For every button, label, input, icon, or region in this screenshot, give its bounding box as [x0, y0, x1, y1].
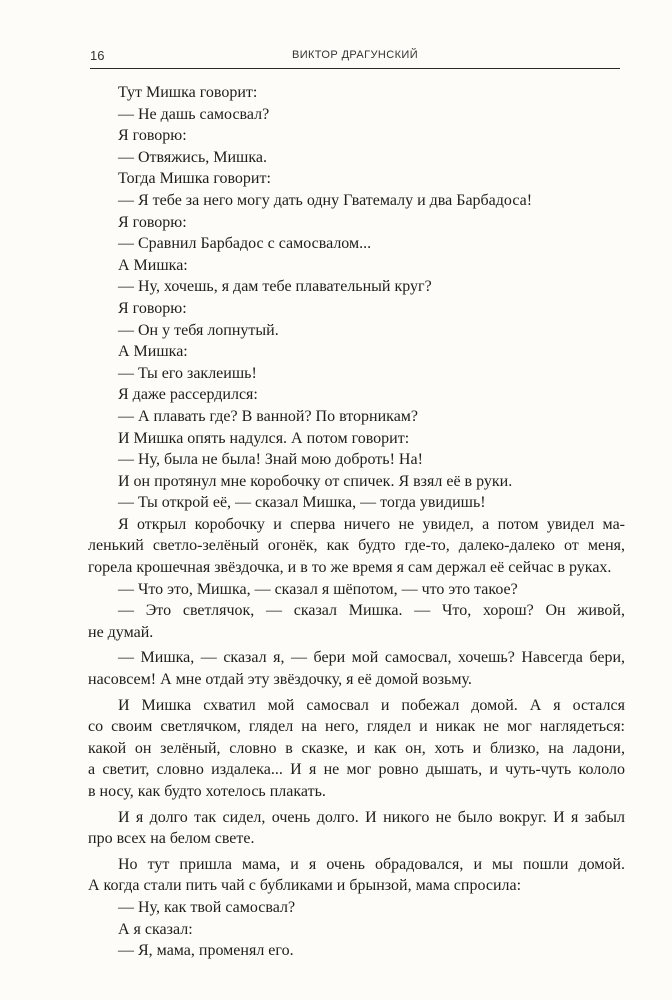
text-line: А когда стали пить чай с бубликами и брынзой, мама спросила:	[88, 877, 522, 895]
text-line: — А плавать где? В ванной? По вторникам?	[118, 407, 419, 425]
text-line: — Отвяжись, Мишка.	[118, 148, 268, 166]
page-header	[90, 44, 620, 69]
text-line: — Я, мама, променял его.	[118, 942, 294, 960]
text-line: Тогда Мишка говорит:	[118, 170, 271, 188]
text-line: со своим светлячком, глядел на него, глядел и никак не мог наглядеться:	[88, 718, 625, 736]
text-line: — Не дашь самосвал?	[118, 105, 270, 123]
text-line: А Мишка:	[118, 256, 188, 274]
text-line: Я открыл коробочку и сперва ничего не увидел, а потом увидел ма-	[118, 515, 625, 533]
text-line: — Ты его заклеишь!	[118, 364, 257, 382]
text-line: — Ну, была не была! Знай мою доброть! На!	[118, 451, 423, 469]
text-line: Я говорю:	[118, 299, 187, 317]
text-line: — Мишка, — сказал я, — бери мой самосвал, хочешь? Навсегда бери,	[118, 649, 625, 667]
text-line: — Что это, Мишка, — сказал я шёпотом, — что это такое?	[118, 580, 518, 598]
text-line: — Ну, хочешь, я дам тебе плавательный круг?	[118, 278, 432, 296]
text-line: Я говорю:	[118, 127, 187, 145]
text-line: ленький светло-зелёный огонёк, как будто где-то, далеко-далеко от меня,	[88, 537, 625, 555]
text-line: — Ну, как твой самосвал?	[118, 898, 296, 916]
text-line: в носу, как будто хотелось плакать.	[88, 783, 326, 800]
text-line: Тут Мишка говорит:	[118, 84, 258, 101]
text-line: — Ты открой её, — сказал Мишка, — тогда увидишь!	[118, 494, 486, 512]
text-line: И он протянул мне коробочку от спичек. Я взял её в руки.	[118, 472, 513, 490]
text-line: — Сравнил Барбадос с самосвалом...	[118, 235, 372, 253]
text-line: А я сказал:	[118, 920, 193, 938]
text-line: — Это светлячок, — сказал Мишка. — Что, хорош? Он живой,	[118, 602, 625, 620]
page-number: 16	[90, 48, 105, 63]
text-line: Я говорю:	[118, 213, 187, 231]
text-body	[88, 82, 625, 962]
text-line: Но тут пришла мама, и я очень обрадовался, и мы пошли домой.	[118, 855, 625, 873]
text-line: — Он у тебя лопнутый.	[118, 321, 279, 339]
text-line: И Мишка схватил мой самосвал и побежал домой. А я остался	[118, 696, 625, 714]
text-line: Я даже рассердился:	[118, 386, 258, 404]
text-line: А Мишка:	[118, 343, 188, 361]
text-line: а светит, словно издалека... И я не мог ровно дышать, и чуть-чуть кололо	[88, 761, 625, 779]
text-line: горела крошечная звёздочка, и в то же время я сам держал её сейчас в руках.	[88, 559, 612, 577]
text-line: про всех на белом свете.	[88, 830, 255, 848]
text-line: — Я тебе за него могу дать одну Гватемалу и два Барбадоса!	[118, 191, 533, 209]
text-line: не думай.	[88, 623, 154, 641]
running-head-author: ВИКТОР ДРАГУНСКИЙ	[291, 49, 419, 61]
text-line: И я долго так сидел, очень долго. И никого не было вокруг. И я забыл	[118, 808, 625, 826]
text-line: И Мишка опять надулся. А потом говорит:	[118, 429, 410, 447]
text-line: насовсем! А мне отдай эту звёздочку, я её домой возьму.	[88, 671, 472, 689]
text-line: какой он зелёный, словно в сказке, и как он, хоть и близко, на ладони,	[88, 739, 625, 757]
